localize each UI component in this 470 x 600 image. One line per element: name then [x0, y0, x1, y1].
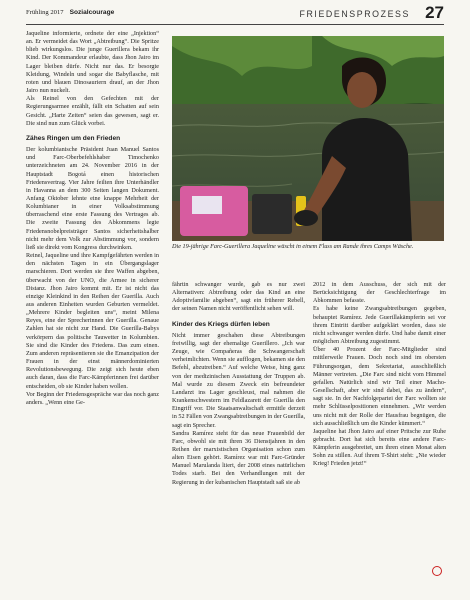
paragraph: fährtin schwanger wurde, gab es nur zwei Alternativen: Abtreibung oder das Kind an eine Adoptivfamilie abgeben“, sagt ein früherer Rebell, der seinen Namen nicht veröffentlicht sehen will.	[172, 281, 305, 313]
paragraph: 2012 in dem Ausschuss, der sich mit der Berücksichtigung der Geschlechterfrage im Abkommen befasste.	[313, 281, 446, 305]
text-column-3	[313, 281, 446, 469]
page-number: 27	[425, 3, 444, 22]
subheading: Kinder des Kriegs dürfen leben	[172, 320, 270, 328]
paragraph: Der kolumbianische Präsident Juan Manuel Santos und Farc-Oberbefehlshaber Timochenko unterzeichneten am 24. November 2016 in der Hauptstadt Bogotá einen historischen Friedensvertrag. Vier Jahre feilten ihre Unterhändler in Havanna an dem 300 Seiten langen Dokument. Anfang Oktober lehnte eine knappe Mehrheit der Kolumbianer in einer Volksabstimmung überraschend eine erste Fassung des Vertrages ab. Die zweite Fassung des Abkommens legte Friedensnobelpreisträger Santos sicherheitshalber nicht mehr dem Volk zur Abstimmung vor, sondern ließ sie direkt vom Kongress durchwinken.	[26, 146, 159, 251]
header-topic: FRIEDENSPROZESS	[299, 9, 410, 19]
header-issue: Frühling 2017	[26, 9, 64, 16]
paragraph: Vor Beginn der Friedensgespräche war das noch ganz anders. „Wenn eine Ge-	[26, 390, 159, 406]
photo-caption: Die 19-jährige Farc-Guerillera Jaqueline wäscht in einem Fluss am Rande ihres Camps Wäsche.	[172, 243, 414, 250]
paragraph: Es habe keine Zwangsabtreibungen gegeben, behauptet Ramírez. Jede Guerillakämpferin sei vor ihrem Eintritt darüber aufgeklärt worden, dass sie nicht schwanger werden dürfe. Und habe damit einer möglichen Abtreibung zugestimmt.	[313, 305, 446, 346]
subheading: Zähes Ringen um den Frieden	[26, 134, 121, 142]
header-rule	[26, 24, 444, 25]
header-issue-section	[26, 9, 114, 16]
paragraph: Nicht immer geschahen diese Abtreibungen freiwillig, sagt der ehemalige Guerillero. „Ich war Zeuge, wie Compañeras die Schwangerschaft verheimlichten. Wenn sie aufflogen, bekamen sie den Befehl, abzutreiben.“ Auf welche Weise, hing ganz von der medizinischen Ausstattung der Truppen ab. Mal wurde zu diesem Zweck ein befreundeter Landarzt ins Lager geschleust, mal nahmen die Krankenschwestern im Feldlazarett der Guerilla den Eingriff vor. Die Staatsanwaltschaft ermittle derzeit in 52 Fällen von Zwangsabtreibungen in der Guerilla, sagt ein Sprecher.	[172, 331, 305, 429]
end-mark-icon	[432, 566, 442, 576]
text-column-1	[26, 30, 159, 407]
article-photo	[172, 36, 444, 241]
paragraph: Jaqueline informierte, ordnete der eine „Injektion“ an. Er vermeidet das Wort „Abtreibung“. Die Spritze blieb wirkungslos. Die junge Guerillera bekam ihr Kind. Der Kommandeur erlaubte, dass Jhon Jairo im Lager bleiben dürfe. Nicht nur das. Er besorgte Kleidung, Windeln und sogar die Babyflasche, mit roten und blauen Dinosauriern drauf, an der Jhon Jairo nun nuckelt.	[26, 30, 159, 95]
photo-river-washing	[172, 36, 444, 241]
paragraph: Jaqueline hat Jhon Jairo auf einer Pritsche zur Ruhe gebracht. Dort hat sich bereits eine andere Farc-Kämpferin ausgebreitet, um ihren einen Monat alten Sohn zu stillen. Auf ihrem T-Shirt steht: „Nie wieder Krieg! Frieden jetzt!“	[313, 427, 446, 468]
text-column-2	[172, 281, 305, 487]
paragraph: Sandra Ramírez steht für das neue Frauenbild der Farc, obwohl sie mit ihren 36 Dienstjahren in den Reihen der marxistischen Organisation schon zum alten Eisen gehört. Ramírez war mit Farc-Gründer Manuel Marulanda liiert, der 2008 eines natürlichen Todes starb. Bei den Verhandlungen mit der Regierung in der kubanischen Hauptstadt saß sie ab	[172, 429, 305, 486]
paragraph: Reinel, Jaqueline und ihre Kampfgefährten werden in den nächsten Tagen in ein Übergangslager marschieren. Dort werden sie ihre Waffen abgeben, überwacht von der UNO, die Armee in sicherer Distanz. Jhon Jairo kommt mit. Er ist nicht das einzige Kleinkind in den Reihen der Guerilla. Auch aus anderen Einheiten wurden Geburten vermeldet. „Mehrere Kinder begleiten uns“, meint Milena Reyes, eine der Sprecherinnen der Guerilla. Genaue Zahlen hat sie nicht zur Hand. Die Guerilla-Babys verkörpern das politische Tauwetter in Kolumbien. Sie sind die Kinder des Friedens. Das zum einen. Zum anderen repräsentieren sie die Emanzipation der Frauen in der einst männerdominierten Revolutionsbewegung. Die zeigt sich heute eben auch daran, dass die Farc-Kämpferinnen frei darüber entscheiden, ob sie Kinder haben wollen.	[26, 252, 159, 390]
paragraph: Als Reinel von den Gefechten mit der Regierungsarmee erzählt, fällt ein Schatten auf sein Gesicht. „Harte Zeiten“ seien das gewesen, sagt er. Die sind nun zum Glück vorbei.	[26, 95, 159, 127]
header-section: Sozialcourage	[69, 9, 115, 16]
paragraph: Über 40 Prozent der Farc-Mitglieder sind mittlerweile Frauen. Doch noch sind im obersten Führungsorgan, dem Sekretariat, ausschließlich Männer vertreten. „Die Farc sind nicht vom Himmel gefallen. Natürlich sind wir Teil einer Macho-Gesellschaft, aber wir sind dabei, das zu ändern“, sagt sie. In der Nachfolgepartei der Farc wollten sie mehr Schlüsselpositionen einnehmen. „Wir werden uns nicht mit der Rolle der Hausfrau begnügen, die sich ausschließlich um die Kinder kümmert.“	[313, 346, 446, 427]
